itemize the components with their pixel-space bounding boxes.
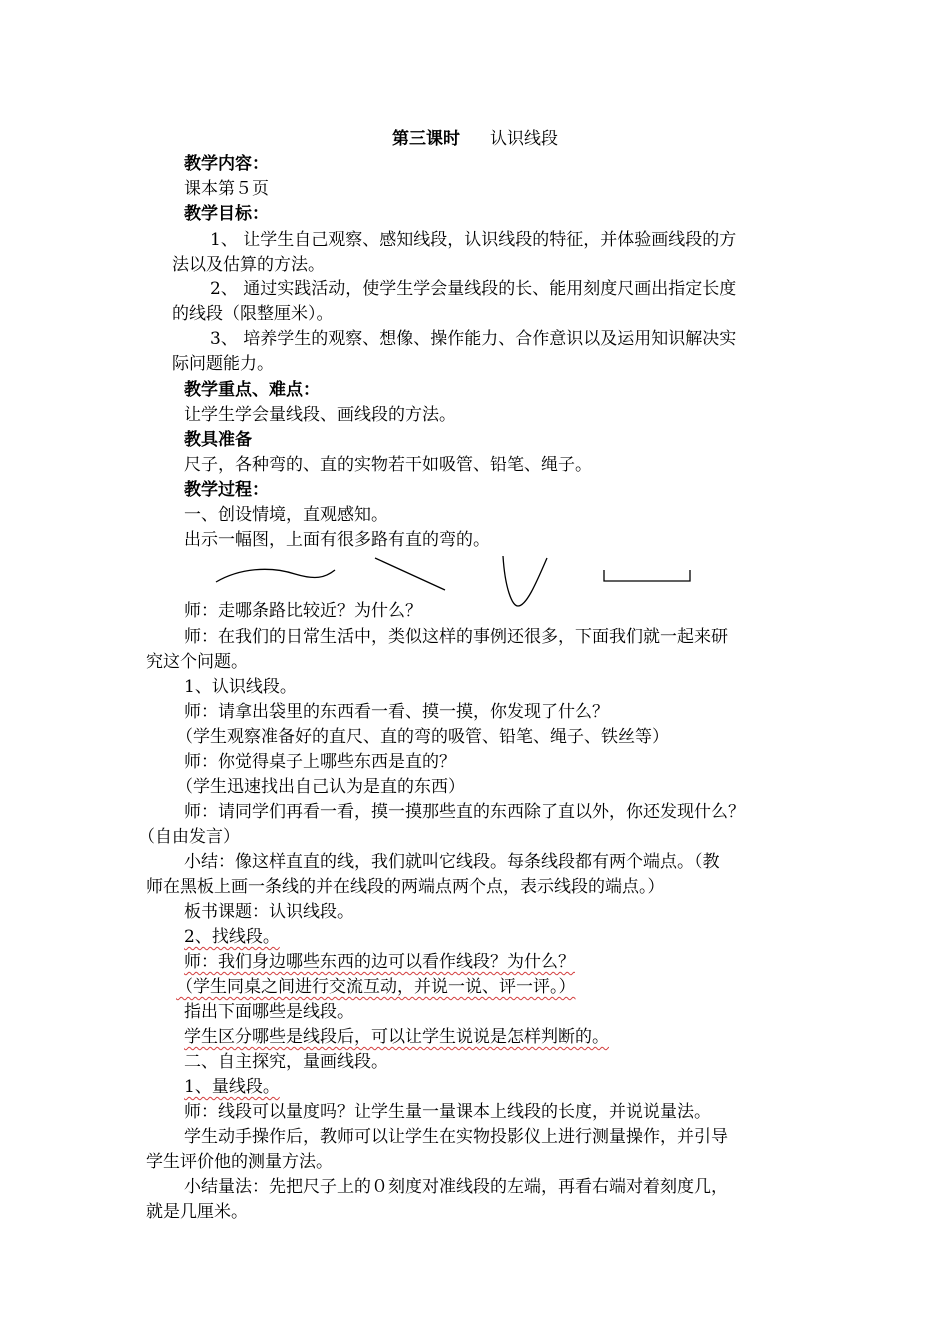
slanted-line — [375, 558, 445, 590]
text-line: （学生同桌之间进行交流互动，并说一说、评一评。） — [176, 977, 576, 997]
lesson-number: 第三课时 — [392, 129, 460, 149]
heading-materials: 教具准备 — [184, 430, 252, 450]
lesson-title — [0, 127, 950, 151]
bracket-segment — [604, 570, 690, 581]
text-line: 师：请拿出袋里的东西看一看、摸一摸，你发现了什么？ — [184, 702, 609, 722]
text-line: 3、 培养学生的观察、想像、操作能力、合作意识以及运用知识解决实 — [210, 329, 737, 349]
text-line: （学生迅速找出自己认为是直的东西） — [176, 777, 465, 797]
text-line: 师：在我们的日常生活中，类似这样的事例还很多，下面我们就一起来研 — [184, 627, 728, 647]
heading-goals: 教学目标： — [184, 204, 269, 224]
text-line: 师：线段可以量度吗？让学生量一量课本上线段的长度，并说说量法。 — [184, 1102, 711, 1122]
text-line: 指出下面哪些是线段。 — [184, 1002, 354, 1022]
lesson-topic: 认识线段 — [490, 129, 558, 149]
text-line: 课本第５页 — [184, 179, 269, 199]
text-line: 师：你觉得桌子上哪些东西是直的？ — [184, 752, 456, 772]
text-line: 小结量法：先把尺子上的０刻度对准线段的左端，再看右端对着刻度几， — [184, 1177, 728, 1197]
text-line: 让学生学会量线段、画线段的方法。 — [184, 405, 456, 425]
text-line: 一、创设情境，直观感知。 — [184, 505, 388, 525]
text-line: 2、 通过实践活动，使学生学会量线段的长、能用刻度尺画出指定长度 — [210, 279, 737, 299]
text-line: 际问题能力。 — [172, 354, 274, 374]
text-line: 师在黑板上画一条线的并在线段的两端点两个点，表示线段的端点。） — [146, 877, 665, 897]
text-line: 法以及估算的方法。 — [172, 255, 325, 275]
text-line: 师：走哪条路比较近？为什么？ — [184, 601, 422, 621]
text-line: 1、 让学生自己观察、感知线段，认识线段的特征，并体验画线段的方 — [210, 230, 737, 250]
text-line: 学生评价他的测量方法。 — [146, 1152, 333, 1172]
text-line: 1、认识线段。 — [184, 677, 297, 697]
text-line: 板书课题：认识线段。 — [184, 902, 354, 922]
text-line: 就是几厘米。 — [146, 1202, 248, 1222]
text-line: 出示一幅图，上面有很多路有直的弯的。 — [184, 530, 490, 550]
text-line: 学生动手操作后，教师可以让学生在实物投影仪上进行测量操作，并引导 — [184, 1127, 728, 1147]
text-line: 师：请同学们再看一看，摸一摸那些直的东西除了直以外，你还发现什么？ — [184, 802, 745, 822]
text-line: 究这个问题。 — [146, 652, 248, 672]
text-line: 学生区分哪些是线段后，可以让学生说说是怎样判断的。 — [184, 1027, 609, 1047]
text-line: 小结：像这样直直的线，我们就叫它线段。每条线段都有两个端点。（教 — [184, 852, 720, 872]
heading-process: 教学过程： — [184, 480, 269, 500]
wavy-curve — [216, 569, 335, 582]
text-line: （自由发言） — [138, 827, 240, 847]
v-curve — [503, 556, 547, 606]
heading-key-points: 教学重点、难点： — [184, 380, 320, 400]
text-line: 的线段（限整厘米）。 — [172, 304, 334, 324]
text-line: 1、量线段。 — [184, 1077, 280, 1097]
text-line: 2、找线段。 — [184, 927, 280, 947]
text-line: （学生观察准备好的直尺、直的弯的吸管、铅笔、绳子、铁丝等） — [176, 727, 669, 747]
text-line: 尺子，各种弯的、直的实物若干如吸管、铅笔、绳子。 — [184, 455, 592, 475]
text-line: 师：我们身边哪些东西的边可以看作线段？为什么？ — [184, 952, 575, 972]
text-line: 二、自主探究，量画线段。 — [184, 1052, 388, 1072]
heading-content: 教学内容： — [184, 154, 269, 174]
